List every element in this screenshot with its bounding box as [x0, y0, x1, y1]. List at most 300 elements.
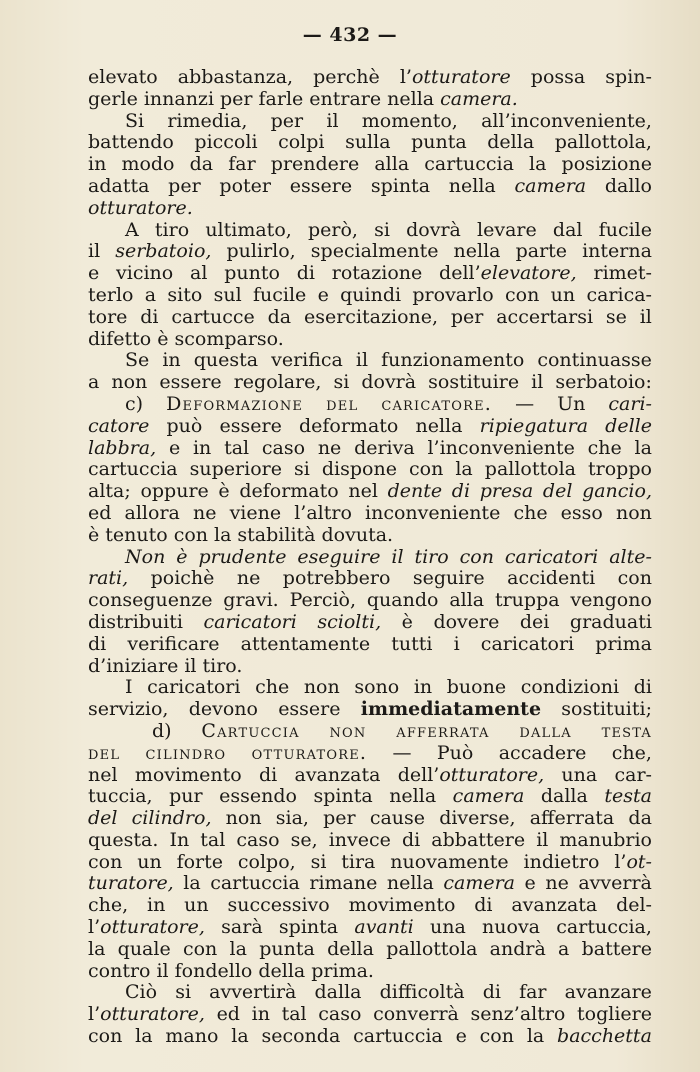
word [519, 982, 546, 1004]
word [88, 895, 128, 917]
text-segment: è [176, 545, 188, 568]
text-segment: è [157, 327, 169, 350]
text-segment: per [220, 87, 253, 110]
text-segment: si [175, 981, 192, 1004]
word [252, 1004, 270, 1026]
word [116, 263, 173, 285]
text-segment: senz’altro [470, 1003, 566, 1026]
word [381, 350, 524, 372]
word [200, 830, 225, 852]
word [454, 241, 501, 263]
word [88, 852, 122, 874]
text-segment: otturatore [411, 66, 511, 88]
word [177, 852, 223, 874]
word [290, 176, 352, 198]
text-segment: deformato [298, 414, 399, 437]
word [183, 939, 217, 961]
word [322, 459, 397, 481]
text-segment: andrà [489, 937, 546, 960]
text-segment: In [169, 828, 190, 851]
text-segment: l’altro [294, 501, 352, 524]
word [447, 677, 506, 699]
text-segment: di [451, 480, 471, 503]
text-segment: converrà [373, 1003, 459, 1026]
text-segment: carica- [586, 283, 652, 306]
word [451, 307, 484, 329]
text-segment: l’ [88, 916, 101, 939]
word [201, 721, 299, 743]
text-segment: ne [317, 436, 342, 459]
text-segment: dal [552, 218, 583, 241]
word [481, 634, 574, 656]
word [88, 285, 133, 307]
text-segment: cartuccia [210, 872, 300, 895]
text-segment: non [329, 719, 367, 742]
word [480, 1026, 514, 1048]
word [88, 307, 127, 329]
text-segment: rimedia, [167, 109, 248, 132]
word [398, 765, 544, 787]
text-segment: dalla [314, 981, 362, 1004]
text-segment: essendo [219, 785, 297, 808]
text-segment: cartuccia [88, 458, 178, 481]
word [356, 350, 368, 372]
text-segment: delle [605, 414, 652, 437]
word [234, 372, 322, 394]
text-segment: tal [224, 436, 250, 459]
word [204, 612, 297, 634]
text-segment: sito [167, 283, 203, 306]
text-segment: indietro [523, 850, 600, 873]
text-segment: cartuccia [353, 1025, 443, 1048]
text-segment: caso [236, 828, 280, 851]
text-segment: nella [415, 414, 463, 437]
word [391, 547, 403, 569]
text-segment: tore [88, 305, 128, 328]
text-line [88, 263, 652, 285]
text-segment: avvertirà [209, 981, 297, 1004]
word [190, 263, 207, 285]
word [282, 1004, 307, 1026]
text-segment: ultimato, [205, 218, 292, 241]
text-segment: spinta [278, 916, 339, 939]
text-segment: quale [117, 937, 171, 960]
word [487, 132, 534, 154]
word [125, 503, 180, 525]
text-segment: pur [169, 785, 203, 808]
word [485, 459, 576, 481]
text-segment: movimento [134, 763, 242, 786]
text-segment: Si [125, 109, 145, 132]
text-segment: poter [219, 174, 271, 197]
text-segment: ed [88, 501, 112, 524]
text-segment: sostituire [428, 371, 520, 394]
word [125, 111, 144, 133]
text-segment: al [190, 262, 208, 285]
text-segment: cari- [608, 392, 652, 415]
word [174, 525, 208, 547]
word [175, 961, 253, 983]
text-segment: colpo, [237, 850, 296, 873]
text-segment: tutti [391, 632, 433, 655]
text-segment: la [529, 153, 547, 176]
word [219, 786, 297, 808]
word [140, 481, 208, 503]
text-segment: per [323, 807, 356, 830]
text-segment: nuova [482, 916, 541, 939]
word [88, 830, 158, 852]
text-segment: tal [281, 1003, 307, 1026]
word [323, 808, 356, 830]
word [268, 307, 292, 329]
text-segment: Cartuccia [201, 719, 300, 742]
word [209, 982, 296, 1004]
word [561, 699, 652, 721]
word [255, 677, 289, 699]
word [340, 285, 401, 307]
word [354, 677, 399, 699]
text-segment: punta [259, 937, 315, 960]
text-segment: avanzare [564, 981, 652, 1004]
word [551, 285, 575, 307]
word [236, 830, 279, 852]
text-line [88, 481, 652, 503]
text-segment: per [270, 109, 304, 132]
text-segment: bacchetta [557, 1025, 652, 1048]
text-segment: deriva [354, 436, 415, 459]
text-segment: specialmente [310, 240, 439, 263]
text-segment: ripiegatura [479, 414, 589, 437]
word [205, 220, 291, 242]
text-segment: viene [229, 501, 282, 524]
text-segment: poichè [150, 567, 215, 590]
text-segment: l’ [399, 66, 412, 88]
word [482, 917, 540, 939]
word [88, 808, 117, 830]
text-segment: non [225, 807, 262, 830]
text-segment: una [429, 916, 466, 939]
text-segment: alta; [88, 480, 131, 503]
word [88, 656, 178, 678]
text-segment: vengono [570, 589, 652, 612]
word [121, 154, 174, 176]
text-segment: ) [135, 392, 144, 415]
text-segment: Perciò, [289, 589, 357, 612]
word [178, 67, 293, 89]
text-segment: tiro [154, 218, 190, 241]
text-segment: ot- [626, 850, 652, 873]
text-segment: nella [453, 240, 501, 263]
word [217, 1004, 240, 1026]
word [449, 590, 484, 612]
text-segment: la [526, 1025, 545, 1048]
text-segment: da [628, 807, 652, 830]
text-segment: terlo [88, 283, 134, 306]
word [409, 459, 443, 481]
word [582, 241, 652, 263]
word [311, 961, 374, 983]
word [471, 1004, 566, 1026]
word [88, 873, 174, 895]
word [194, 350, 258, 372]
word [167, 111, 247, 133]
text-segment: tira [341, 850, 376, 873]
word [125, 982, 157, 1004]
word [524, 852, 600, 874]
text-segment: la [183, 872, 201, 895]
word [137, 852, 161, 874]
text-segment: quindi [340, 283, 402, 306]
text-segment: avanti [354, 916, 414, 939]
word [511, 895, 597, 917]
word [291, 830, 318, 852]
word [111, 372, 147, 394]
word [555, 372, 652, 394]
word [214, 285, 242, 307]
text-segment: all’inconveniente, [481, 109, 652, 132]
word [318, 438, 341, 460]
text-segment: dovere [433, 610, 500, 633]
text-segment: difetto [88, 327, 152, 350]
word [88, 503, 111, 525]
text-segment: d’iniziare [88, 654, 179, 677]
text-segment: la [231, 1025, 249, 1048]
word [537, 350, 652, 372]
word [381, 394, 492, 416]
text-segment: caricatori [203, 610, 297, 633]
text-segment: fondello [174, 959, 253, 982]
text-line [88, 503, 652, 525]
text-segment: la [135, 1025, 153, 1048]
text-segment: cilindro [145, 741, 227, 764]
text-segment: inconveniente [365, 501, 501, 524]
text-segment: rotazione [331, 262, 423, 285]
word [556, 917, 652, 939]
text-segment: dalla [519, 719, 572, 742]
text-segment: del- [616, 894, 652, 917]
word [374, 154, 409, 176]
word [531, 372, 543, 394]
text-line [88, 590, 652, 612]
text-line [88, 89, 652, 111]
word [391, 634, 432, 656]
text-segment: dell’ [439, 262, 481, 285]
text-segment: per [168, 174, 201, 197]
text-segment: è [88, 523, 100, 546]
text-segment: in [147, 894, 166, 917]
word [125, 220, 139, 242]
text-segment: regolare, [233, 371, 322, 394]
word [223, 590, 278, 612]
text-segment: tiro [414, 545, 449, 568]
text-line [88, 612, 652, 634]
word [127, 634, 219, 656]
word [193, 438, 211, 460]
word [345, 132, 390, 154]
text-segment: sciolti, [317, 610, 382, 633]
word [259, 765, 277, 787]
text-segment: questa [193, 349, 259, 372]
text-segment: colpi [278, 131, 325, 154]
text-segment: con [88, 850, 123, 873]
word [525, 873, 536, 895]
word [228, 154, 255, 176]
text-segment: e [168, 436, 181, 459]
text-segment: che [513, 501, 548, 524]
word [167, 416, 203, 438]
word [132, 808, 212, 830]
word [329, 721, 366, 743]
word [220, 416, 282, 438]
text-segment: entrare [309, 87, 382, 110]
text-segment: da [189, 153, 214, 176]
text-segment: ne [192, 501, 217, 524]
text-line [88, 285, 652, 307]
word [474, 895, 492, 917]
word [253, 285, 306, 307]
text-line [88, 699, 652, 721]
text-segment: pulirlo, [226, 240, 296, 263]
word [481, 111, 652, 133]
word [530, 808, 615, 830]
text-segment: però, [307, 218, 358, 241]
text-segment: che [255, 676, 290, 699]
text-segment: accidenti [507, 567, 596, 590]
text-segment: cartuccia, [556, 916, 652, 939]
word [221, 917, 263, 939]
word [88, 699, 168, 721]
word [437, 743, 473, 765]
word [515, 394, 534, 416]
word [258, 961, 305, 983]
text-segment: movimento [348, 894, 456, 917]
text-segment: la [455, 458, 473, 481]
text-segment: dallo [604, 174, 652, 197]
word [88, 590, 212, 612]
word [455, 459, 472, 481]
text-segment: a [88, 371, 100, 394]
text-segment: caso [261, 436, 306, 459]
text-segment: dovuta. [321, 523, 394, 546]
word [220, 89, 253, 111]
text-segment: della [487, 131, 535, 154]
word [449, 176, 496, 198]
word [559, 830, 652, 852]
word [333, 372, 349, 394]
word [414, 547, 448, 569]
word [227, 895, 329, 917]
text-segment: prima. [311, 959, 374, 982]
word [460, 547, 494, 569]
word [561, 503, 603, 525]
word [88, 154, 106, 176]
word [519, 721, 571, 743]
text-segment: scomparso. [174, 327, 284, 350]
text-segment: avverrà [578, 872, 652, 895]
word [135, 765, 242, 787]
word [406, 220, 461, 242]
text-segment: sostituiti; [561, 698, 652, 721]
word [118, 939, 171, 961]
word [588, 438, 622, 460]
text-segment: sia, [275, 807, 309, 830]
text-segment: elevato [88, 66, 158, 88]
text-segment: e [88, 262, 100, 285]
word [608, 394, 652, 416]
word [162, 350, 180, 372]
word [402, 612, 413, 634]
text-segment: turatore, [88, 872, 174, 895]
word [218, 481, 229, 503]
word [165, 1026, 218, 1048]
text-segment: successivo [227, 894, 330, 917]
word [171, 307, 254, 329]
word [430, 917, 466, 939]
word [145, 285, 156, 307]
text-segment: i [453, 632, 460, 655]
text-segment: e [524, 872, 536, 895]
text-line [88, 394, 652, 416]
text-segment: ) [164, 719, 172, 742]
word [88, 917, 205, 939]
text-segment: potrebbero [282, 567, 391, 590]
text-segment: può [166, 414, 203, 437]
word [88, 786, 153, 808]
word [318, 1004, 361, 1026]
word [386, 939, 477, 961]
word [605, 67, 652, 89]
text-segment: labbra, [88, 436, 157, 459]
text-segment: del [326, 392, 359, 415]
word [271, 350, 343, 372]
text-segment: il [391, 545, 404, 568]
word [219, 176, 271, 198]
text-segment: dell’ [397, 763, 440, 786]
text-segment: dente [387, 480, 443, 503]
text-segment: dovrà [361, 371, 417, 394]
word [144, 89, 214, 111]
text-segment: quando [366, 589, 439, 612]
text-line [88, 1004, 652, 1026]
text-segment: otturatore, [100, 916, 205, 939]
word [194, 132, 257, 154]
word [490, 939, 546, 961]
text-segment: attentamente [240, 632, 371, 655]
text-segment: si [310, 850, 327, 873]
text-segment: innanzi [143, 87, 215, 110]
text-segment: manubrio [559, 828, 652, 851]
word [278, 699, 340, 721]
text-segment: se, [290, 828, 318, 851]
word [582, 939, 652, 961]
text-segment: a [144, 283, 157, 306]
text-segment: — [515, 392, 535, 415]
text-segment: camera. [440, 87, 518, 110]
text-segment: otturatore. [251, 741, 368, 764]
text-segment: sono [354, 676, 400, 699]
text-line [88, 329, 652, 351]
word [373, 1004, 459, 1026]
word [105, 525, 167, 547]
word [387, 89, 434, 111]
word [480, 416, 588, 438]
word [261, 1026, 340, 1048]
text-segment: da [267, 305, 292, 328]
word [605, 176, 652, 198]
text-segment: sarà [221, 916, 263, 939]
text-line [88, 765, 652, 787]
word [88, 263, 99, 285]
